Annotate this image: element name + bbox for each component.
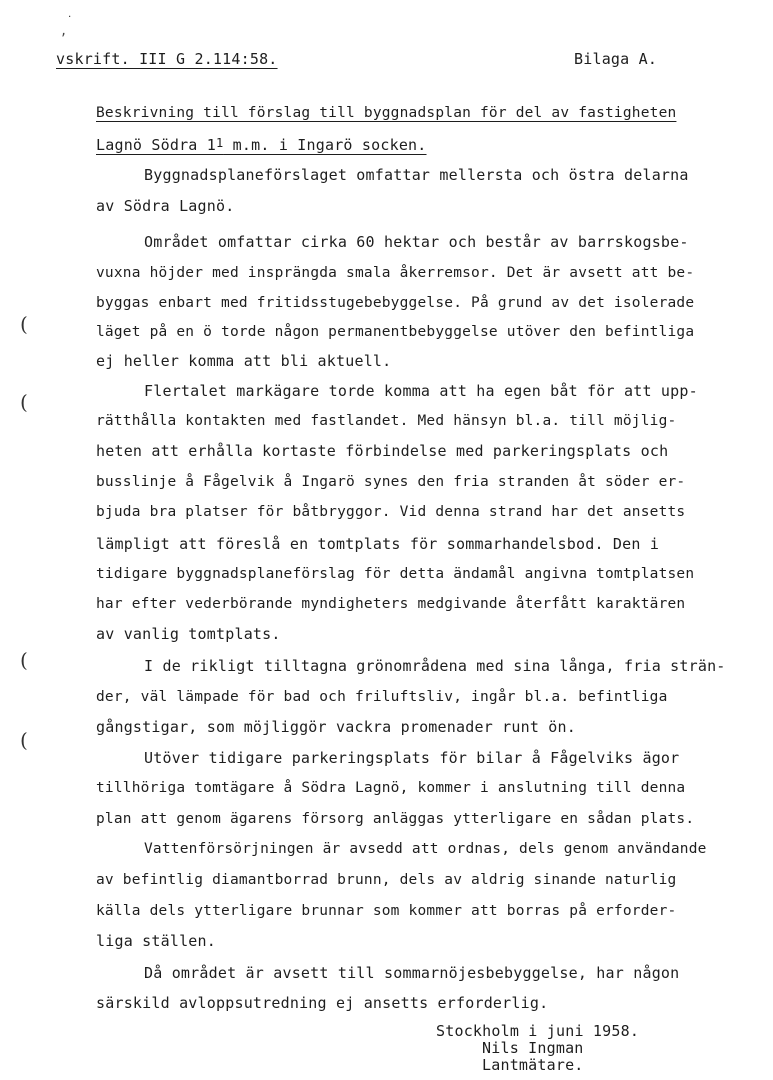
binder-hole-mark: ( bbox=[20, 648, 28, 672]
body-line: lämpligt att föreslå en tomtplats för sommarhandelsbod. Den i bbox=[96, 535, 660, 553]
binder-hole-mark: ( bbox=[20, 390, 28, 414]
reference-number: vskrift. III G 2.114:58. bbox=[56, 50, 278, 68]
body-line: källa dels ytterligare brunnar som kommer att borras på erforder- bbox=[96, 903, 677, 919]
body-line: av vanlig tomtplats. bbox=[96, 625, 281, 643]
body-line: rätthålla kontakten med fastlandet. Med hänsyn bl.a. till möjlig- bbox=[96, 413, 677, 429]
body-line: heten att erhålla kortaste förbindelse med parkeringsplats och bbox=[96, 442, 669, 460]
body-line: av Södra Lagnö. bbox=[96, 197, 235, 215]
body-line: har efter vederbörande myndigheters medgivande återfått karaktären bbox=[96, 596, 686, 612]
binder-hole-mark: ( bbox=[20, 728, 28, 752]
body-line: busslinje å Fågelvik å Ingarö synes den fria stranden åt söder er- bbox=[96, 474, 686, 490]
body-line: der, väl lämpade för bad och friluftsliv, ingår bl.a. befintliga bbox=[96, 689, 668, 705]
body-line: bjuda bra platser för båtbryggor. Vid denna strand har det ansetts bbox=[96, 504, 686, 520]
paper-speck: ˙ bbox=[66, 14, 74, 28]
body-line: byggas enbart med fritidsstugebebyggelse. På grund av det isolerade bbox=[96, 295, 695, 311]
body-line: I de rikligt tilltagna grönområdena med sina långa, fria strän- bbox=[144, 657, 726, 675]
body-line: plan att genom ägarens försorg anläggas ytterligare en sådan plats. bbox=[96, 811, 695, 827]
body-line: särskild avloppsutredning ej ansetts erforderlig. bbox=[96, 994, 549, 1012]
body-line: Byggnadsplaneförslaget omfattar mellersta och östra delarna bbox=[144, 166, 689, 184]
body-line: tidigare byggnadsplaneförslag för detta ändamål angivna tomtplatsen bbox=[96, 566, 695, 582]
attachment-label: Bilaga A. bbox=[574, 50, 658, 68]
body-line: ej heller komma att bli aktuell. bbox=[96, 352, 392, 370]
signature-place-date: Stockholm i juni 1958. bbox=[436, 1022, 640, 1040]
body-line: gångstigar, som möjliggör vackra promenader runt ön. bbox=[96, 718, 576, 736]
signature-name: Nils Ingman bbox=[482, 1039, 584, 1057]
document-title-line-2: Lagnö Södra $1^1$ m.m. i Ingarö socken. bbox=[96, 136, 427, 154]
binder-hole-mark: ( bbox=[20, 312, 28, 336]
body-line: av befintlig diamantborrad brunn, dels av aldrig sinande naturlig bbox=[96, 872, 677, 888]
body-line: Då området är avsett till sommarnöjesbebyggelse, har någon bbox=[144, 964, 680, 982]
body-line: Vattenförsörjningen är avsedd att ordnas, dels genom användande bbox=[144, 841, 707, 857]
body-line: liga ställen. bbox=[96, 932, 216, 950]
signature-role: Lantmätare. bbox=[482, 1056, 584, 1074]
paper-speck: , bbox=[60, 24, 68, 38]
body-line: vuxna höjder med insprängda smala åkerremsor. Det är avsett att be- bbox=[96, 265, 695, 281]
body-line: tillhöriga tomtägare å Södra Lagnö, kommer i anslutning till denna bbox=[96, 780, 686, 796]
document-title-line-1: Beskrivning till förslag till byggnadsplan för del av fastigheten bbox=[96, 105, 677, 121]
body-line: läget på en ö torde någon permanentbebyggelse utöver den befintliga bbox=[96, 324, 695, 340]
body-line: Området omfattar cirka 60 hektar och består av barrskogsbe- bbox=[144, 233, 689, 251]
body-line: Utöver tidigare parkeringsplats för bilar å Fågelviks ägor bbox=[144, 749, 680, 767]
body-line: Flertalet markägare torde komma att ha egen båt för att upp- bbox=[144, 382, 698, 400]
